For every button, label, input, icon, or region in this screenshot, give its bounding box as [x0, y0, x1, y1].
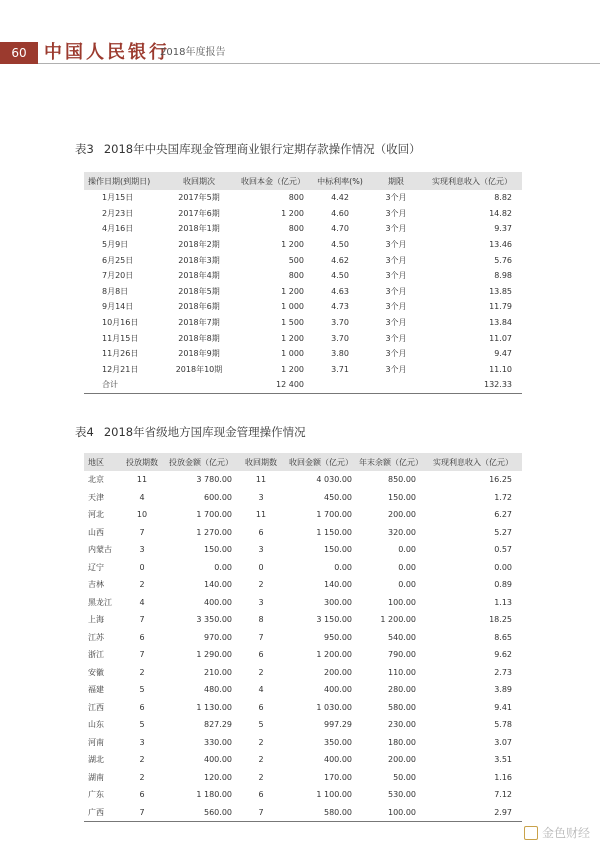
table4-cell: 广东: [88, 790, 104, 800]
table4-row: [84, 506, 522, 524]
table4-header-row: [84, 453, 522, 471]
table3-row: [84, 206, 522, 222]
table4-cell: 50.00: [393, 772, 416, 782]
table3-cell: 4.62: [331, 255, 349, 265]
table3-cell: 13.84: [489, 318, 512, 328]
table3-row: [84, 252, 522, 268]
table4-cell: 3.07: [494, 737, 512, 747]
table4-cell: 2: [139, 755, 145, 765]
table4-cell: 1 270.00: [196, 527, 232, 537]
table4-cell: 950.00: [324, 632, 352, 642]
table4-cell: 7: [139, 807, 145, 817]
table4-cell: 970.00: [204, 632, 232, 642]
table3-cell: 4月16日: [102, 224, 134, 234]
table4-cell: 0.00: [494, 562, 512, 572]
table4-cell: 上海: [88, 615, 104, 625]
table3-header-cell: 收回期次: [162, 172, 236, 190]
table4-cell: 580.00: [324, 807, 352, 817]
table3-cell: 11月26日: [102, 349, 139, 359]
table3-cell: 2018年4期: [178, 271, 220, 281]
table3-row: [84, 315, 522, 331]
table4-cell: 3: [139, 737, 145, 747]
table4-row: [84, 664, 522, 682]
table4-cell: 11: [255, 475, 267, 485]
table3-cell: 3个月: [385, 255, 407, 265]
table3-cell: 9.37: [494, 224, 512, 234]
table3-cell: 800: [288, 193, 304, 203]
table3-cell: 3个月: [385, 349, 407, 359]
table3-cell: 12月21日: [102, 364, 139, 374]
table3-cell: 1 200: [281, 286, 304, 296]
table4-cell: 9.62: [494, 650, 512, 660]
table4-body: [84, 471, 522, 822]
watermark-text: 金色财经: [541, 826, 590, 840]
table4-cell: 3 150.00: [316, 615, 352, 625]
table4-cell: 3: [139, 545, 145, 555]
table3-total-cell: [162, 377, 236, 393]
table4-cell: 吉林: [88, 580, 104, 590]
table3-cell: 1 200: [281, 240, 304, 250]
table4-header-cell: 投放金额（亿元）: [164, 453, 238, 471]
table3-row: [84, 237, 522, 253]
table4-cell: 530.00: [388, 790, 416, 800]
table3-cell: 2018年6期: [178, 302, 220, 312]
table4-header-cell: 年末余额（亿元）: [358, 453, 424, 471]
table4-cell: 浙江: [88, 650, 104, 660]
table4-cell: 560.00: [204, 807, 232, 817]
table4-cell: 1 100.00: [316, 790, 352, 800]
table4-cell: 300.00: [324, 597, 352, 607]
table4-cell: 7: [139, 615, 145, 625]
table3-cell: 1 200: [281, 208, 304, 218]
table3-cell: 11.07: [489, 333, 512, 343]
table4-cell: 1 290.00: [196, 650, 232, 660]
table4-cell: 7: [139, 650, 145, 660]
table3-row: [84, 284, 522, 300]
table3-cell: 2018年3期: [178, 255, 220, 265]
table3-cell: 11.79: [489, 302, 512, 312]
table4-cell: 180.00: [388, 737, 416, 747]
table3-cell: 3个月: [385, 208, 407, 218]
table3-cell: 11月15日: [102, 333, 139, 343]
table4-cell: 200.00: [388, 510, 416, 520]
table4-cell: 0.00: [398, 580, 416, 590]
table4-cell: 850.00: [388, 475, 416, 485]
table3-total-cell: [370, 377, 422, 393]
table4-cell: 2: [258, 755, 264, 765]
table4-cell: 100.00: [388, 597, 416, 607]
table3-cell: 2018年7期: [178, 318, 220, 328]
table3-title: 2018年中央国库现金管理商业银行定期存款操作情况（收回）: [103, 142, 421, 156]
table4-row: [84, 576, 522, 594]
header-divider: [38, 63, 600, 64]
table4-cell: 330.00: [204, 737, 232, 747]
table4-cell: 5.78: [494, 720, 512, 730]
table3-header-cell: 实现利息收入（亿元）: [422, 172, 522, 190]
table4-cell: 1.72: [494, 492, 512, 502]
table3-row: [84, 299, 522, 315]
table4-cell: 河北: [88, 510, 104, 520]
table4-cell: 320.00: [388, 527, 416, 537]
table4-cell: 6: [258, 702, 264, 712]
table4-row: [84, 699, 522, 717]
table3-total-cell: 12 400: [276, 380, 304, 390]
table3-cell: 10月16日: [102, 318, 139, 328]
table4-cell: 1 200.00: [380, 615, 416, 625]
table4-cell: 6: [258, 527, 264, 537]
table4-cell: 内蒙古: [88, 545, 112, 555]
table4-row: [84, 524, 522, 542]
table4-cell: 辽宁: [88, 562, 104, 572]
table4-cell: 3 780.00: [196, 475, 232, 485]
table4-cell: 湖北: [88, 755, 104, 765]
table3-cell: 3个月: [385, 364, 407, 374]
table4-cell: 580.00: [388, 702, 416, 712]
table3-cell: 7月20日: [102, 271, 134, 281]
table3-header-row: [84, 172, 522, 190]
table3-cell: 3个月: [385, 193, 407, 203]
watermark: [524, 824, 590, 841]
table3-cell: 3个月: [385, 286, 407, 296]
table3-cell: 14.82: [489, 208, 512, 218]
table4-row: [84, 769, 522, 787]
table4-cell: 997.29: [324, 720, 352, 730]
table3-cell: 2018年8期: [178, 333, 220, 343]
table4-cell: 4 030.00: [316, 475, 352, 485]
table4-cell: 7: [258, 807, 264, 817]
table3-total-row: [84, 377, 522, 393]
table4-row: [84, 471, 522, 489]
table4-cell: 1.16: [494, 772, 512, 782]
table3-cell: 500: [288, 255, 304, 265]
table3-cell: 3.70: [331, 333, 349, 343]
table4-cell: 2: [258, 580, 264, 590]
table3-cell: 1 200: [281, 333, 304, 343]
table3-cell: 2018年1期: [178, 224, 220, 234]
table4-cell: 0.57: [494, 545, 512, 555]
page-number: 60: [0, 42, 38, 64]
table3-cell: 8月8日: [102, 286, 129, 296]
table4-cell: 11: [136, 475, 148, 485]
table3-cell: 800: [288, 224, 304, 234]
table3-cell: 4.50: [331, 271, 349, 281]
table4-cell: 5.27: [494, 527, 512, 537]
table3-cell: 2017年5期: [178, 193, 220, 203]
table4-cell: 2: [139, 667, 145, 677]
table4-cell: 山东: [88, 720, 104, 730]
table3-cell: 3个月: [385, 240, 407, 250]
table4-cell: 150.00: [388, 492, 416, 502]
table4-header-cell: 收回金额（亿元）: [284, 453, 358, 471]
table4-cell: 2.97: [494, 807, 512, 817]
table4-cell: 16.25: [489, 475, 512, 485]
table3-header-cell: 收回本金（亿元）: [236, 172, 310, 190]
table4-cell: 江西: [88, 702, 104, 712]
table4-row: [84, 629, 522, 647]
table3-cell: 3个月: [385, 224, 407, 234]
table4-cell: 3.51: [494, 755, 512, 765]
table3-cell: 9月14日: [102, 302, 134, 312]
table4-cell: 8: [258, 615, 264, 625]
table3-header-cell: 中标利率(%): [310, 172, 370, 190]
table4-row: [84, 751, 522, 769]
table4-cell: 0: [258, 562, 264, 572]
table4-cell: 4: [139, 597, 145, 607]
table3-cell: 4.60: [331, 208, 349, 218]
table4-title: 2018年省级地方国库现金管理操作情况: [103, 425, 306, 439]
table3-cell: 4.73: [331, 302, 349, 312]
table4-row: [84, 594, 522, 612]
table3-cell: 3个月: [385, 271, 407, 281]
table4-cell: 1.13: [494, 597, 512, 607]
table3-caption: [75, 141, 421, 157]
table4-cell: 0.00: [398, 562, 416, 572]
table4-cell: 9.41: [494, 702, 512, 712]
table4-cell: 1 700.00: [316, 510, 352, 520]
table3-cell: 1 000: [281, 302, 304, 312]
table4-cell: 5: [258, 720, 264, 730]
table3-cell: 4.70: [331, 224, 349, 234]
table4-cell: 11: [255, 510, 267, 520]
table4-cell: 400.00: [204, 755, 232, 765]
table3-body: [84, 190, 522, 393]
table4-row: [84, 541, 522, 559]
table4-row: [84, 611, 522, 629]
table4-cell: 6: [258, 650, 264, 660]
table4-cell: 110.00: [388, 667, 416, 677]
table4-cell: 8.65: [494, 632, 512, 642]
table3-cell: 13.85: [489, 286, 512, 296]
jinse-logo-icon: [524, 826, 538, 840]
table3-cell: 800: [288, 271, 304, 281]
table4-cell: 湖南: [88, 772, 104, 782]
table3-cell: 1 000: [281, 349, 304, 359]
table4-cell: 黑龙江: [88, 597, 112, 607]
table3-label: 表3: [75, 142, 94, 156]
table3-cell: 3.80: [331, 349, 349, 359]
table4-cell: 210.00: [204, 667, 232, 677]
table4-cell: 6: [139, 632, 145, 642]
table4-cell: 2: [258, 667, 264, 677]
table4-cell: 2: [258, 737, 264, 747]
table4-cell: 5: [139, 720, 145, 730]
table4-cell: 2: [258, 772, 264, 782]
table3-cell: 3.70: [331, 318, 349, 328]
table3-cell: 9.47: [494, 349, 512, 359]
table3-cell: 2018年9期: [178, 349, 220, 359]
table4-cell: 140.00: [204, 580, 232, 590]
table4-cell: 6: [258, 790, 264, 800]
table4-cell: 山西: [88, 527, 104, 537]
table4-cell: 540.00: [388, 632, 416, 642]
table3-total-cell: 合计: [102, 380, 118, 390]
table3-row: [84, 268, 522, 284]
table4-row: [84, 681, 522, 699]
table4-cell: 827.29: [204, 720, 232, 730]
table4-row: [84, 489, 522, 507]
table4-cell: 150.00: [204, 545, 232, 555]
table4-cell: 5: [139, 685, 145, 695]
table4-cell: 350.00: [324, 737, 352, 747]
table4-row: [84, 734, 522, 752]
table4-cell: 2: [139, 772, 145, 782]
table3-row: [84, 330, 522, 346]
table4-header-cell: 投放期数: [120, 453, 164, 471]
table3-cell: 3个月: [385, 333, 407, 343]
brand-logo-text: 中国人民银行: [44, 42, 170, 63]
table4-cell: 6: [139, 790, 145, 800]
table4-cell: 4: [139, 492, 145, 502]
table3-total-cell: 132.33: [484, 380, 512, 390]
table4-cell: 200.00: [324, 667, 352, 677]
table4: [84, 453, 522, 822]
table4-cell: 170.00: [324, 772, 352, 782]
table4-cell: 7: [258, 632, 264, 642]
table4-cell: 广西: [88, 807, 104, 817]
table4-cell: 400.00: [324, 685, 352, 695]
table4-cell: 140.00: [324, 580, 352, 590]
table4-cell: 3: [258, 545, 264, 555]
table4-cell: 1 150.00: [316, 527, 352, 537]
table4-cell: 福建: [88, 685, 104, 695]
table4-cell: 1 130.00: [196, 702, 232, 712]
table3-row: [84, 346, 522, 362]
table3-cell: 6月25日: [102, 255, 134, 265]
table4-cell: 安徽: [88, 667, 104, 677]
table3-cell: 2018年2期: [178, 240, 220, 250]
table4-cell: 200.00: [388, 755, 416, 765]
table3-cell: 1月15日: [102, 193, 134, 203]
table3-cell: 11.10: [489, 364, 512, 374]
table3-cell: 5月9日: [102, 240, 129, 250]
table4-cell: 0.00: [214, 562, 232, 572]
table4-header-cell: 收回期数: [238, 453, 284, 471]
table4-cell: 3: [258, 597, 264, 607]
table3-cell: 13.46: [489, 240, 512, 250]
table4-header-cell: 地区: [84, 453, 120, 471]
table3-cell: 4.63: [331, 286, 349, 296]
table4-cell: 120.00: [204, 772, 232, 782]
table4-cell: 河南: [88, 737, 104, 747]
table4-header-cell: 实现利息收入（亿元）: [424, 453, 522, 471]
table4-cell: 0.00: [398, 545, 416, 555]
table4-cell: 1 180.00: [196, 790, 232, 800]
table3-row: [84, 221, 522, 237]
table4-label: 表4: [75, 425, 94, 439]
table4-cell: 790.00: [388, 650, 416, 660]
table4-row: [84, 646, 522, 664]
table3-cell: 3个月: [385, 318, 407, 328]
table4-cell: 400.00: [204, 597, 232, 607]
table3-cell: 4.50: [331, 240, 349, 250]
table4-cell: 600.00: [204, 492, 232, 502]
table4-cell: 2.73: [494, 667, 512, 677]
table4-cell: 4: [258, 685, 264, 695]
report-title: 2018年度报告: [160, 47, 226, 58]
table4-cell: 3.89: [494, 685, 512, 695]
table3-cell: 1 500: [281, 318, 304, 328]
table4-cell: 0.89: [494, 580, 512, 590]
table4-cell: 6: [139, 702, 145, 712]
table4-row: [84, 804, 522, 822]
table3-cell: 1 200: [281, 364, 304, 374]
table3-row: [84, 362, 522, 378]
table4-cell: 2: [139, 580, 145, 590]
table4-row: [84, 786, 522, 804]
table3-cell: 3.71: [331, 364, 349, 374]
table4-cell: 0: [139, 562, 145, 572]
table4-cell: 10: [136, 510, 148, 520]
table4-cell: 7.12: [494, 790, 512, 800]
table3-total-cell: [310, 377, 370, 393]
table4-row: [84, 559, 522, 577]
table3-cell: 8.82: [494, 193, 512, 203]
table4-cell: 3: [258, 492, 264, 502]
table4-cell: 480.00: [204, 685, 232, 695]
table4-cell: 0.00: [334, 562, 352, 572]
table3-cell: 3个月: [385, 302, 407, 312]
table4-cell: 6.27: [494, 510, 512, 520]
table4-caption: [75, 424, 306, 440]
table4-cell: 7: [139, 527, 145, 537]
table4-cell: 江苏: [88, 632, 104, 642]
table4-cell: 18.25: [489, 615, 512, 625]
table3-header-cell: 操作日期(到期日): [84, 172, 162, 190]
table4-cell: 450.00: [324, 492, 352, 502]
table4-cell: 100.00: [388, 807, 416, 817]
table3-cell: 2月23日: [102, 208, 134, 218]
page-header: [0, 42, 600, 64]
table4-cell: 1 700.00: [196, 510, 232, 520]
table3-cell: 5.76: [494, 255, 512, 265]
table3-cell: 4.42: [331, 193, 349, 203]
table4-cell: 1 200.00: [316, 650, 352, 660]
table4-cell: 3 350.00: [196, 615, 232, 625]
table4-cell: 1 030.00: [316, 702, 352, 712]
table3-header-cell: 期限: [370, 172, 422, 190]
table4-row: [84, 716, 522, 734]
table3-cell: 8.98: [494, 271, 512, 281]
table4-cell: 280.00: [388, 685, 416, 695]
table4-cell: 天津: [88, 492, 104, 502]
table3-cell: 2018年5期: [178, 286, 220, 296]
table4-cell: 北京: [88, 475, 104, 485]
table4-cell: 230.00: [388, 720, 416, 730]
table4-cell: 400.00: [324, 755, 352, 765]
table3-cell: 2018年10期: [175, 364, 223, 374]
table3-row: [84, 190, 522, 206]
table3-cell: 2017年6期: [178, 208, 220, 218]
table4-cell: 150.00: [324, 545, 352, 555]
table3: [84, 172, 522, 394]
